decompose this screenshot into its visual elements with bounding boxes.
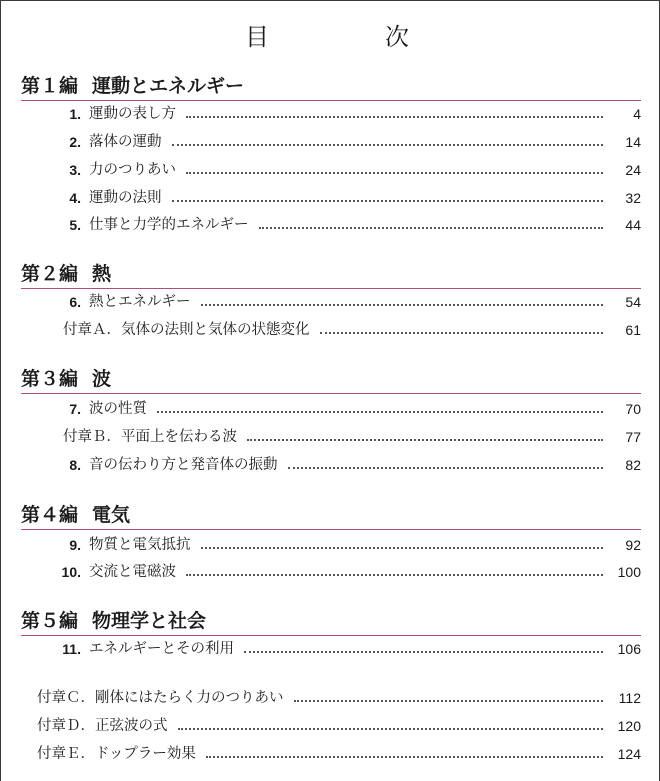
- page-title-char-1: 目: [245, 23, 269, 51]
- toc-entry[interactable]: [61, 131, 641, 153]
- toc-entry[interactable]: [53, 561, 641, 583]
- dot-leader: [201, 546, 604, 549]
- part-number: 第４編: [21, 504, 79, 526]
- part-name: 運動とエネルギー: [92, 75, 245, 97]
- page-number: 92: [625, 537, 641, 553]
- toc-appendix-entry[interactable]: [37, 743, 641, 765]
- part-number: 第５編: [21, 610, 79, 632]
- toc-entry[interactable]: [61, 291, 641, 313]
- part-heading-4: [21, 503, 641, 530]
- dot-leader: [294, 699, 604, 702]
- part-name: 波: [92, 368, 112, 390]
- page-number: 77: [625, 429, 641, 445]
- toc-entry[interactable]: [61, 103, 641, 125]
- toc-entry[interactable]: [61, 398, 641, 420]
- chapter-title: 運動の表し方: [89, 106, 176, 122]
- dot-leader: [172, 199, 604, 202]
- dot-leader: [172, 143, 604, 146]
- page-number: 4: [633, 106, 641, 122]
- dot-leader: [186, 573, 603, 576]
- toc-appendix-entry[interactable]: [37, 715, 641, 737]
- page-number: 112: [618, 690, 641, 706]
- page-number: 61: [625, 322, 641, 338]
- chapter-number: 11.: [62, 641, 81, 657]
- appendix-title: 付章Ｅ．ドップラー効果: [37, 746, 196, 762]
- part-number: 第１編: [21, 75, 79, 97]
- chapter-title: 波の性質: [89, 401, 147, 417]
- appendix-title: 付章Ａ．気体の法則と気体の状態変化: [63, 322, 310, 338]
- chapter-number: 8.: [69, 457, 81, 473]
- toc-entry[interactable]: [61, 454, 641, 476]
- page-number: 32: [625, 190, 641, 206]
- page-number: 124: [617, 746, 641, 762]
- page-number: 44: [625, 217, 641, 233]
- chapter-title: エネルギーとその利用: [89, 641, 234, 657]
- page-number: 82: [625, 457, 641, 473]
- dot-leader: [288, 466, 604, 469]
- page-number: 70: [625, 401, 641, 417]
- dot-leader: [259, 226, 604, 229]
- toc-entry[interactable]: [53, 638, 641, 660]
- chapter-title: 熱とエネルギー: [89, 294, 191, 310]
- dot-leader: [157, 410, 603, 413]
- part-heading-5: [21, 609, 641, 636]
- part-number: 第２編: [21, 263, 79, 285]
- chapter-title: 仕事と力学的エネルギー: [89, 217, 249, 233]
- dot-leader: [206, 755, 603, 758]
- part-name: 物理学と社会: [92, 610, 207, 632]
- dot-leader: [201, 303, 604, 306]
- chapter-number: 2.: [69, 134, 81, 150]
- dot-leader: [178, 727, 604, 730]
- toc-appendix-entry[interactable]: [37, 687, 641, 709]
- chapter-number: 3.: [69, 162, 81, 178]
- chapter-title: 運動の法則: [89, 190, 162, 206]
- chapter-number: 10.: [61, 564, 81, 580]
- dot-leader: [244, 650, 603, 653]
- page-number: 106: [617, 641, 641, 657]
- toc-entry[interactable]: [61, 187, 641, 209]
- toc-entry[interactable]: [61, 214, 641, 236]
- toc-entry[interactable]: [61, 534, 641, 556]
- page-title: [1, 17, 660, 51]
- page-number: 54: [625, 294, 641, 310]
- chapter-number: 9.: [69, 537, 81, 553]
- appendix-title: 付章Ｂ．平面上を伝わる波: [63, 429, 237, 445]
- appendix-title: 付章Ｃ．剛体にはたらく力のつりあい: [37, 690, 284, 706]
- chapter-title: 落体の運動: [89, 134, 162, 150]
- toc-appendix-entry[interactable]: [63, 426, 641, 448]
- dot-leader: [320, 331, 604, 334]
- page-number: 120: [617, 718, 641, 734]
- part-heading-3: [21, 367, 641, 394]
- part-number: 第３編: [21, 368, 79, 390]
- appendix-title: 付章Ｄ．正弦波の式: [37, 718, 168, 734]
- chapter-number: 1.: [69, 106, 81, 122]
- page-title-char-2: 次: [385, 23, 409, 51]
- part-name: 電気: [92, 504, 131, 526]
- part-heading-1: [21, 74, 641, 101]
- page-number: 14: [625, 134, 641, 150]
- chapter-title: 物質と電気抵抗: [89, 537, 191, 553]
- chapter-title: 交流と電磁波: [89, 564, 176, 580]
- part-heading-2: [21, 262, 641, 289]
- chapter-title: 力のつりあい: [89, 162, 176, 178]
- toc-entry[interactable]: [61, 159, 641, 181]
- chapter-number: 6.: [69, 294, 81, 310]
- toc-appendix-entry[interactable]: [63, 319, 641, 341]
- chapter-number: 7.: [69, 401, 81, 417]
- page-number: 100: [617, 564, 641, 580]
- dot-leader: [247, 438, 603, 441]
- part-name: 熱: [92, 263, 112, 285]
- dot-leader: [186, 115, 603, 118]
- chapter-title: 音の伝わり方と発音体の振動: [89, 457, 278, 473]
- chapter-number: 4.: [69, 190, 81, 206]
- page-number: 24: [625, 162, 641, 178]
- dot-leader: [186, 171, 603, 174]
- chapter-number: 5.: [69, 217, 81, 233]
